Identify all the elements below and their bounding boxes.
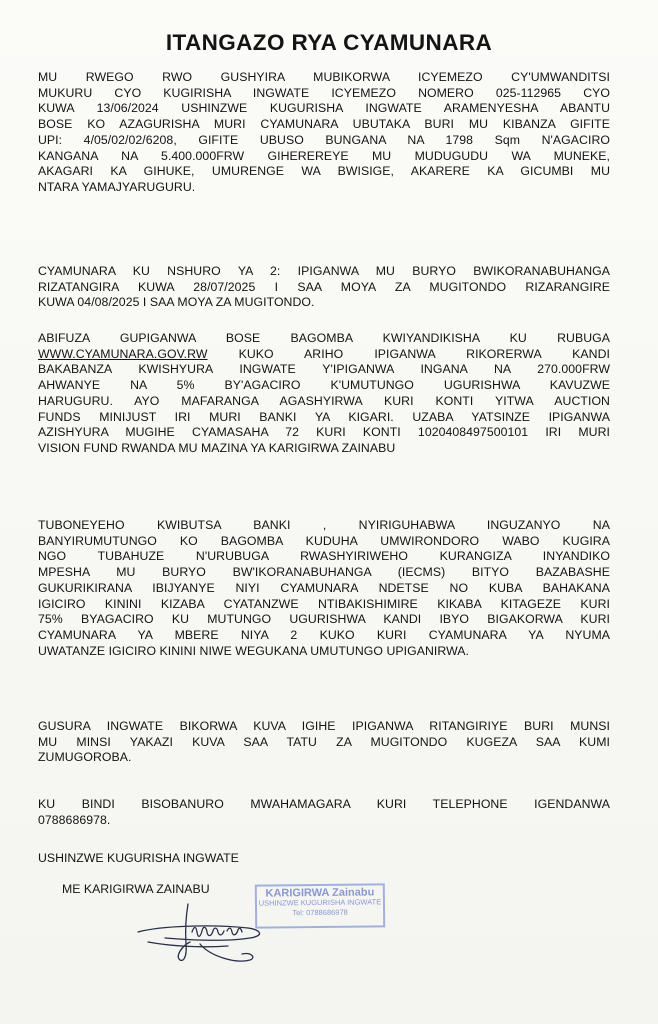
paragraph-registration [38,331,610,457]
text-line: NGO TUBAHUZE N'URUBUGA RWASHYIRIWEHO KURANGIZA INYANDIKO [38,549,610,564]
text-line: ZUMUGOROBA. [38,750,132,765]
text-line: ABIFUZA GUPIGANWA BOSE BAGOMBA KWIYANDIKISHA KU RUBUGA [38,331,610,345]
paragraph-contact [38,797,610,828]
handwritten-signature [130,898,280,978]
text-line: GUKURIKIRANA IBIJYANYE NIYI CYAMUNARA NDETSE NO KUBA BAHAKANA [38,580,610,595]
text-line: UWATANZE IGICIRO KININI NIWE WEGUKANA UMUTUNGO UPIGANIRWA. [38,643,470,658]
text-line: HARUGURU. AYO MAFARANGA AGASHYIRWA KURI KONTI YITWA AUCTION [38,393,610,408]
stamp-role: USHINZWE KUGURISHA INGWATE [258,897,382,908]
paragraph-reminder [38,518,610,659]
phone-number: 0788686978. [38,812,111,827]
stamp-name: KARIGIRWA Zainabu [265,886,375,900]
text-line: AZISHYURA MUGIHE CYAMASAHA 72 KURI KONTI 1020408497500101 IRI MURI [38,425,610,440]
text-line: GUSURA INGWATE BIKORWA KUVA IGIHE IPIGANWA RITANGIRIYE BURI MUNSI [38,719,610,733]
text-line: UPI: 4/05/02/02/6208, GIFITE UBUSO BUNGANA NA 1798 Sqm N'AGACIRO [38,132,610,147]
text-line: MU MINSI YAKAZI KUVA SAA TATU ZA MUGITONDO KUGEZA SAA KUMI [38,734,610,749]
text-line: FUNDS MINIJUST IRI MURI BANKI YA KIGARI. UZABA YATSINZE IPIGANWA [38,409,610,424]
text-line: MU RWEGO RWO GUSHYIRA MUBIKORWA ICYEMEZO CY'UMWANDITSI [38,70,610,84]
text-line: MPESHA MU BURYO BW'IKORANABUHANGA (IECMS) BITYO BAZABASHE [38,565,610,580]
website-link[interactable]: WWW.CYAMUNARA.GOV.RW [38,346,208,361]
stamp-phone: Tel: 0788686978 [292,907,348,918]
text-line: CYAMUNARA YA MBERE NIYA 2 KUKO KURI CYAMUNARA YA NYUMA [38,627,610,642]
document-title: ITANGAZO RYA CYAMUNARA [165,30,493,55]
paragraph-notice [38,70,610,196]
text-line [38,347,610,363]
text-line: IGICIRO KININI KIZABA CYATANZWE NTIBAKISHIMIRE KIKABA KITAGEZE KURI [38,596,610,611]
text-fragment: KUKO ARIHO IPIGANWA RIKORERWA KANDI [207,346,610,361]
paragraph-auction-dates [38,264,610,311]
text-line: CYAMUNARA KU NSHURO YA 2: IPIGANWA MU BURYO BWIKORANABUHANGA [38,264,610,278]
paragraph-visit [38,719,610,766]
text-line: KUWA 04/08/2025 I SAA MOYA ZA MUGITONDO. [38,295,315,310]
signatory-name: ME KARIGIRWA ZAINABU [62,882,210,896]
text-line: BANYIRUMUTUNGO KO BAGOMBA KUDUHA UMWIRONDORO WABO KUGIRA [38,533,610,548]
text-line: AHWANYE NA 5% BY'AGACIRO K'UMUTUNGO UGURISHWA KAVUZWE [38,378,610,393]
text-line: AKAGARI KA GIHUKE, UMURENGE WA BWISIGE, AKARERE KA GICUMBI MU [38,164,610,179]
text-line: MUKURU CYO KUGIRISHA INGWATE ICYEMEZO NOMERO 025-112965 CYO [38,85,610,100]
text-line: KANGANA NA 5.400.000FRW GIHEREREYE MU MUDUGUDU WA MUNEKE, [38,148,610,163]
text-line: KU BINDI BISOBANURO MWAHAMAGARA KURI TELEPHONE IGENDANWA [38,797,610,811]
text-line: BOSE KO AZAGURISHA MURI CYAMUNARA UBUTAKA BURI MU KIBANZA GIFITE [38,117,610,132]
text-line: RIZATANGIRA KUWA 28/07/2025 I SAA MOYA ZA MUGITONDO RIZARANGIRE [38,279,610,294]
text-line: KUWA 13/06/2024 USHINZWE KUGURISHA INGWATE ARAMENYESHA ABANTU [38,101,610,116]
signatory-role: USHINZWE KUGURISHA INGWATE [38,851,239,865]
text-line: 75% BYAGACIRO KU MUTUNGO UGURISHWA KANDI IBYO BIGAKORWA KURI [38,612,610,627]
text-line: VISION FUND RWANDA MU MAZINA YA KARIGIRWA ZAINABU [38,440,396,455]
text-line: TUBONEYEHO KWIBUTSA BANKI , NYIRIGUHABWA INGUZANYO NA [38,518,610,532]
text-line: NTARA YAMAJYARUGURU. [38,179,196,194]
text-line: BAKABANZA KWISHYURA INGWATE Y'IPIGANWA INGANA NA 270.000FRW [38,362,610,377]
